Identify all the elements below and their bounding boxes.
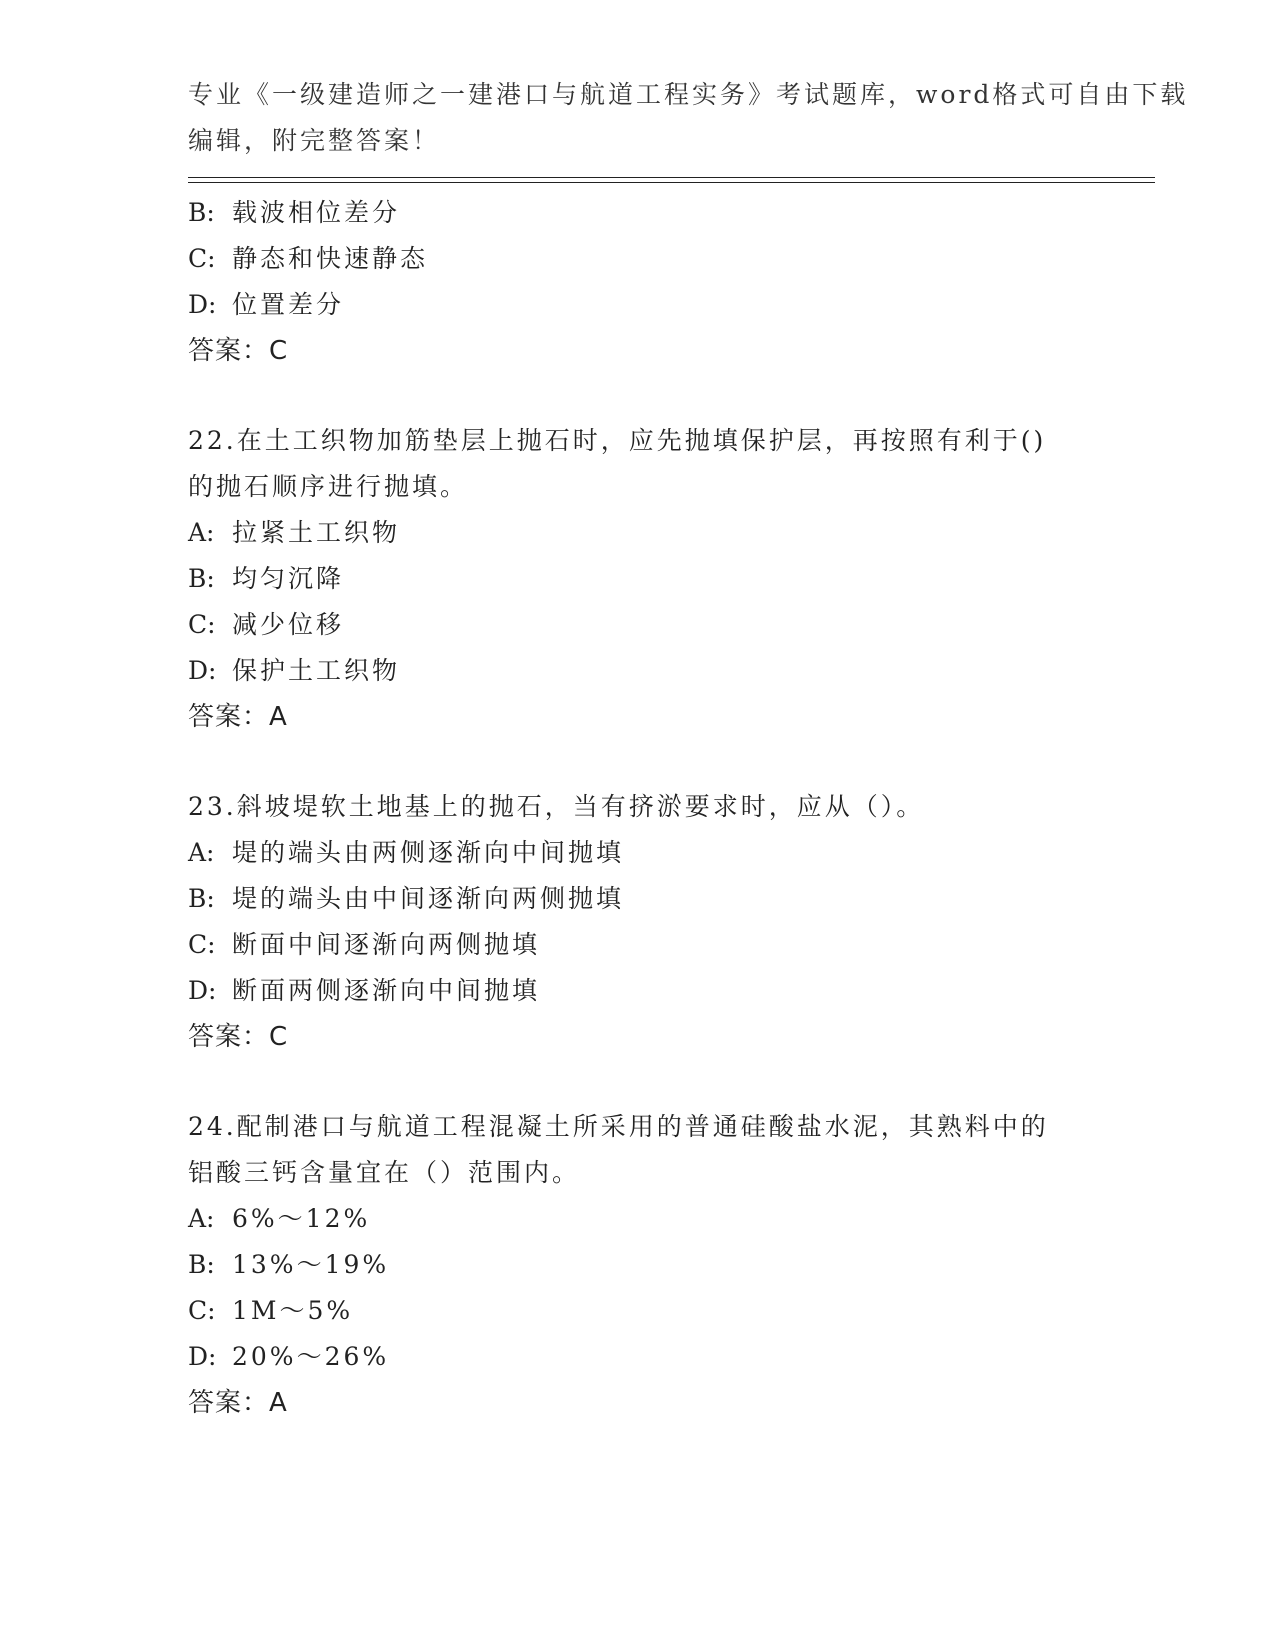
option-label: D: <box>188 290 217 319</box>
option-a <box>188 510 1088 556</box>
header-line-1: 专业《一级建造师之一建港口与航道工程实务》考试题库，word格式可自由下载 <box>188 80 1189 109</box>
answer-line: 答案：C <box>188 336 289 366</box>
option-b <box>188 556 1088 602</box>
option-text: 载波相位差分 <box>232 198 401 227</box>
document-header <box>188 72 1189 164</box>
option-d <box>188 648 1088 694</box>
option-text: 静态和快速静态 <box>232 244 429 273</box>
option-c <box>188 236 1088 282</box>
option-c <box>188 1288 1088 1334</box>
option-text: 拉紧土工织物 <box>232 518 401 547</box>
option-c <box>188 602 1088 648</box>
option-d <box>188 968 1088 1014</box>
option-label: C: <box>188 930 216 959</box>
question-stem: 23.斜坡堤软土地基上的抛石，当有挤淤要求时，应从（）。 <box>188 792 925 821</box>
question-21-continued <box>188 190 1088 374</box>
question-stem: 24.配制港口与航道工程混凝土所采用的普通硅酸盐水泥，其熟料中的 <box>188 1112 1049 1141</box>
question-23 <box>188 784 1088 1060</box>
option-text: 13%～19% <box>232 1250 390 1279</box>
question-stem: 的抛石顺序进行抛填。 <box>188 472 469 501</box>
option-label: B: <box>188 884 215 913</box>
option-label: B: <box>188 198 215 227</box>
header-line-2: 编辑，附完整答案！ <box>188 126 441 155</box>
header-rule-top <box>188 177 1155 178</box>
answer-line: 答案：A <box>188 702 288 732</box>
option-label: A: <box>188 518 215 547</box>
option-label: A: <box>188 1204 215 1233</box>
option-text: 断面两侧逐渐向中间抛填 <box>232 976 541 1005</box>
option-text: 位置差分 <box>232 290 345 319</box>
option-text: 堤的端头由两侧逐渐向中间抛填 <box>232 838 625 867</box>
question-stem: 铝酸三钙含量宜在（）范围内。 <box>188 1158 581 1187</box>
option-text: 均匀沉降 <box>232 564 345 593</box>
document-body <box>188 190 1088 1426</box>
answer-line: 答案：C <box>188 1022 289 1052</box>
option-d <box>188 282 1088 328</box>
option-label: B: <box>188 1250 215 1279</box>
option-b <box>188 1242 1088 1288</box>
question-stem: 22.在土工织物加筋垫层上抛石时，应先抛填保护层，再按照有利于() <box>188 426 1047 455</box>
option-label: D: <box>188 656 217 685</box>
option-text: 保护土工织物 <box>232 656 401 685</box>
option-text: 20%～26% <box>232 1342 390 1371</box>
option-label: D: <box>188 976 217 1005</box>
option-a <box>188 830 1088 876</box>
option-text: 断面中间逐渐向两侧抛填 <box>232 930 541 959</box>
option-text: 6%～12% <box>232 1204 371 1233</box>
question-24 <box>188 1104 1088 1426</box>
header-rule-bottom <box>188 182 1155 183</box>
option-text: 1M～5% <box>232 1296 354 1325</box>
option-label: C: <box>188 1296 216 1325</box>
option-label: D: <box>188 1342 217 1371</box>
option-text: 堤的端头由中间逐渐向两侧抛填 <box>232 884 625 913</box>
option-label: C: <box>188 244 216 273</box>
option-a <box>188 1196 1088 1242</box>
option-b <box>188 876 1088 922</box>
option-label: B: <box>188 564 215 593</box>
option-label: A: <box>188 838 215 867</box>
option-label: C: <box>188 610 216 639</box>
answer-line: 答案：A <box>188 1388 288 1418</box>
option-text: 减少位移 <box>232 610 345 639</box>
option-c <box>188 922 1088 968</box>
option-b <box>188 190 1088 236</box>
option-d <box>188 1334 1088 1380</box>
question-22 <box>188 418 1088 740</box>
